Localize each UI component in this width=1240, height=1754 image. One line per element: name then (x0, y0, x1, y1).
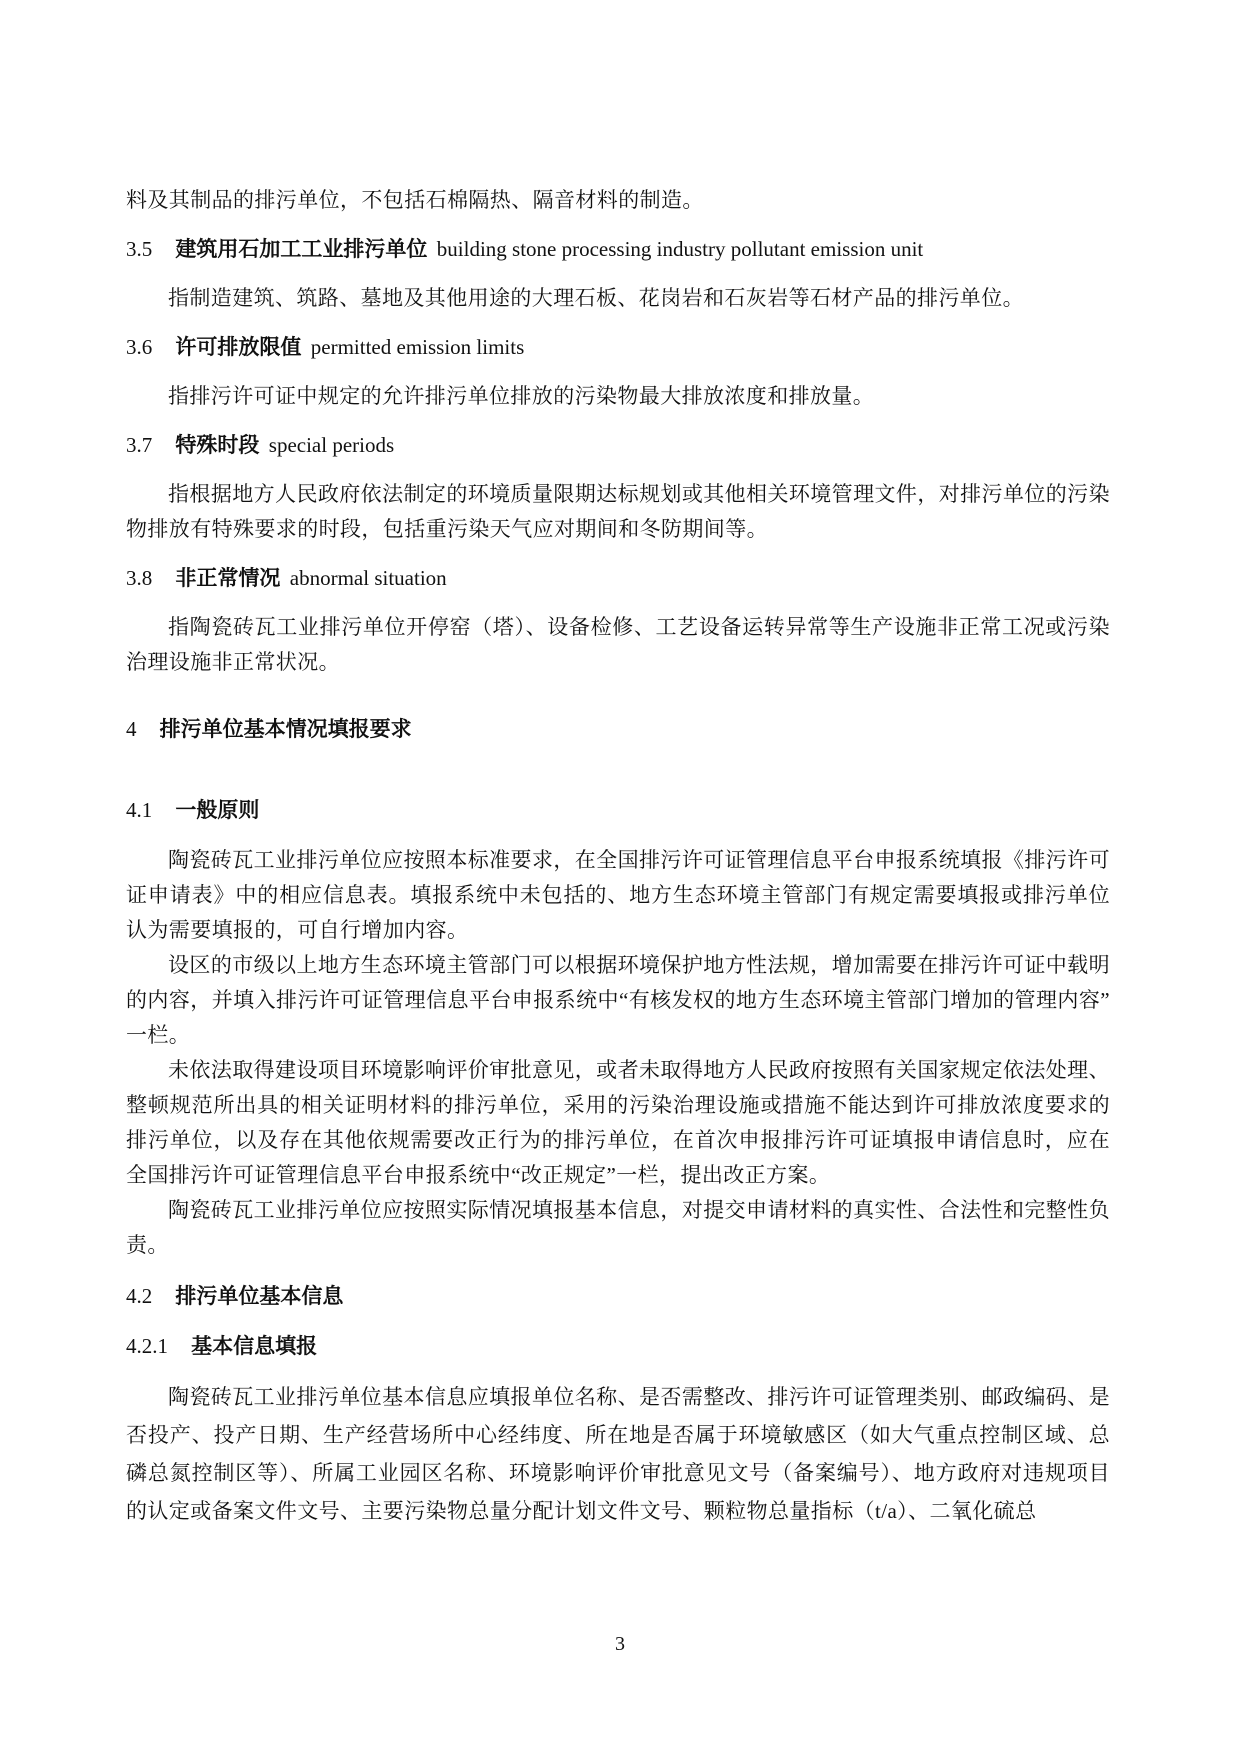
heading-clause-3-8 (126, 561, 1110, 596)
paragraph-4-1-general-2: 设区的市级以上地方生态环境主管部门可以根据环境保护地方性法规，增加需要在排污许可证中载明的内容，并填入排污许可证管理信息平台申报系统中“有核发权的地方生态环境主管部门增加的管理内容”一栏。 (126, 953, 1110, 1047)
clause-title-zh: 特殊时段 (175, 434, 260, 457)
paragraph-4-1-general-3: 未依法取得建设项目环境影响评价审批意见，或者未取得地方人民政府按照有关国家规定依法处理、整顿规范所出具的相关证明材料的排污单位，采用的污染治理设施或措施不能达到许可排放浓度要求的排污单位，以及存在其他依规需要改正行为的排污单位，在首次申报排污许可证填报申请信息时，应在全国排污许可证管理信息平台申报系统中“改正规定”一栏，提出改正方案。 (126, 1058, 1110, 1187)
clause-number: 4.2.1 (126, 1334, 168, 1358)
paragraph-4-1-general-1: 陶瓷砖瓦工业排污单位应按照本标准要求，在全国排污许可证管理信息平台申报系统填报《排污许可证申请表》中的相应信息表。填报系统中未包括的、地方生态环境主管部门有规定需要填报或排污单位认为需要填报的，可自行增加内容。 (126, 848, 1110, 942)
section-number: 4 (126, 717, 137, 741)
clause-number: 3.7 (126, 433, 153, 457)
paragraph-continuation-from-previous-page: 料及其制品的排污单位，不包括石棉隔热、隔音材料的制造。 (126, 188, 704, 212)
clause-number: 3.6 (126, 335, 153, 359)
clause-title-zh: 基本信息填报 (191, 1335, 318, 1358)
section-title-zh: 排污单位基本情况填报要求 (159, 718, 412, 741)
clause-number: 3.8 (126, 566, 153, 590)
paragraph-definition-3-7: 指根据地方人民政府依法制定的环境质量限期达标规划或其他相关环境管理文件，对排污单位的污染物排放有特殊要求的时段，包括重污染天气应对期间和冬防期间等。 (126, 482, 1110, 541)
heading-section-4 (126, 712, 1110, 747)
clause-title-zh: 一般原则 (175, 799, 260, 822)
heading-clause-4-2-1 (126, 1329, 1110, 1364)
clause-title-en: permitted emission limits (310, 335, 525, 359)
page-number: 3 (615, 1633, 625, 1655)
clause-title-en: building stone processing industry pollutant emission unit (436, 237, 924, 261)
clause-number: 3.5 (126, 237, 153, 261)
heading-clause-3-6 (126, 330, 1110, 365)
clause-title-en: abnormal situation (289, 566, 447, 590)
paragraph-definition-3-6: 指排污许可证中规定的允许排污单位排放的污染物最大排放浓度和排放量。 (168, 384, 875, 408)
clause-title-en: special periods (268, 433, 395, 457)
clause-title-zh: 许可排放限值 (175, 336, 302, 359)
clause-title-zh: 排污单位基本信息 (175, 1285, 344, 1308)
vertical-spacer (126, 680, 1110, 693)
clause-number: 4.1 (126, 798, 153, 822)
clause-number: 4.2 (126, 1284, 153, 1308)
heading-clause-3-7 (126, 428, 1110, 463)
vertical-spacer (126, 766, 1110, 777)
heading-clause-4-2 (126, 1279, 1110, 1314)
heading-clause-3-5 (126, 232, 1110, 267)
paragraph-4-2-1-basic-info: 陶瓷砖瓦工业排污单位基本信息应填报单位名称、是否需整改、排污许可证管理类别、邮政编码、是否投产、投产日期、生产经营场所中心经纬度、所在地是否属于环境敏感区（如大气重点控制区域、总磷总氮控制区等）、所属工业园区名称、环境影响评价审批意见文号（备案编号）、地方政府对违规项目的认定或备案文件文号、主要污染物总量分配计划文件文号、颗粒物总量指标（t/a）、二氧化硫总 (126, 1385, 1110, 1523)
clause-title-zh: 建筑用石加工工业排污单位 (175, 238, 428, 261)
heading-clause-4-1 (126, 793, 1110, 828)
document-body (126, 183, 1110, 1530)
paragraph-definition-3-8: 指陶瓷砖瓦工业排污单位开停窑（塔）、设备检修、工艺设备运转异常等生产设施非正常工况或污染治理设施非正常状况。 (126, 615, 1110, 674)
paragraph-definition-3-5: 指制造建筑、筑路、墓地及其他用途的大理石板、花岗岩和石灰岩等石材产品的排污单位。 (168, 286, 1024, 310)
paragraph-4-1-general-4: 陶瓷砖瓦工业排污单位应按照实际情况填报基本信息，对提交申请材料的真实性、合法性和完整性负责。 (126, 1198, 1110, 1257)
clause-title-zh: 非正常情况 (175, 567, 281, 590)
